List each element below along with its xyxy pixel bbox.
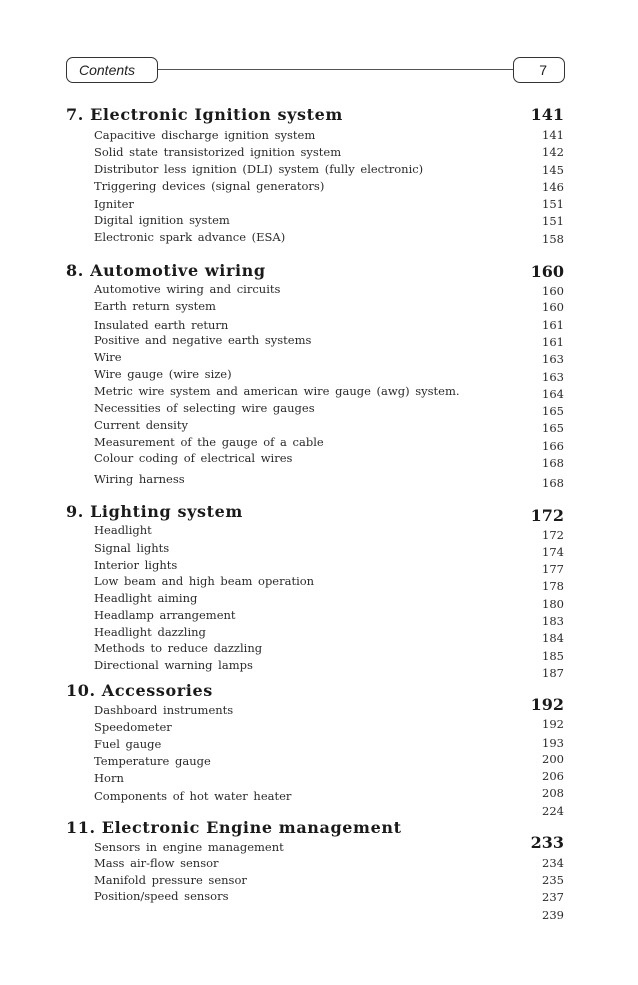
toc-entry-page-number: 234 — [542, 856, 564, 870]
chapter-page-number: 141 — [530, 105, 564, 124]
toc-entry-title: Dashboard instruments — [94, 703, 234, 717]
toc-entry-title: Directional warning lamps — [94, 658, 253, 672]
toc-entry-page-number: 193 — [542, 736, 564, 750]
toc-entry-page-number: 200 — [542, 752, 564, 766]
toc-entry-page-number: 160 — [542, 284, 564, 298]
toc-entry-page-number: 158 — [542, 232, 564, 246]
chapter-title: 11. Electronic Engine management — [66, 818, 402, 837]
toc-entry-title: Colour coding of electrical wires — [94, 451, 293, 465]
chapter-page-number: 233 — [530, 833, 564, 852]
chapter-page-number: 160 — [530, 262, 564, 281]
toc-entry-page-number: 142 — [542, 145, 564, 159]
toc-entry-title: Electronic spark advance (ESA) — [94, 230, 286, 244]
toc-entry-title: Wiring harness — [94, 472, 185, 486]
page-number: 7 — [539, 62, 547, 78]
toc-entry-title: Measurement of the gauge of a cable — [94, 435, 324, 449]
toc-entry-page-number: 192 — [542, 717, 564, 731]
toc-entry-page-number: 168 — [542, 456, 564, 470]
toc-entry-title: Capacitive discharge ignition system — [94, 128, 316, 142]
toc-entry-title: Headlight — [94, 523, 152, 537]
toc-entry-title: Solid state transistorized ignition system — [94, 145, 342, 159]
chapter-page-number: 172 — [530, 506, 564, 525]
toc-entry-page-number: 151 — [542, 214, 564, 228]
toc-entry-page-number: 237 — [542, 890, 564, 904]
chapter-page-number: 192 — [530, 695, 564, 714]
toc-entry-title: Necessities of selecting wire gauges — [94, 401, 315, 415]
toc-entry-title: Horn — [94, 771, 124, 785]
toc-entry-title: Triggering devices (signal generators) — [94, 179, 325, 193]
toc-entry-title: Headlight dazzling — [94, 625, 206, 639]
toc-entry-page-number: 161 — [542, 318, 564, 332]
toc-entry-title: Components of hot water heater — [94, 789, 292, 803]
toc-entry-page-number: 187 — [542, 666, 564, 680]
toc-entry-title: Temperature gauge — [94, 754, 211, 768]
toc-entry-title: Automotive wiring and circuits — [94, 282, 281, 296]
toc-entry-page-number: 206 — [542, 769, 564, 783]
toc-entry-title: Headlight aiming — [94, 591, 198, 605]
toc-entry-page-number: 184 — [542, 631, 564, 645]
toc-entry-title: Metric wire system and american wire gauge (awg) system. — [94, 384, 460, 398]
toc-entry-title: Signal lights — [94, 541, 170, 555]
toc-entry-page-number: 172 — [542, 528, 564, 542]
toc-entry-page-number: 165 — [542, 421, 564, 435]
toc-entry-title: Distributor less ignition (DLI) system (fully electronic) — [94, 162, 424, 176]
running-header-label: Contents — [79, 62, 136, 78]
toc-entry-page-number: 166 — [542, 439, 564, 453]
toc-entry-page-number: 178 — [542, 579, 564, 593]
toc-entry-title: Current density — [94, 418, 188, 432]
toc-entry-page-number: 185 — [542, 649, 564, 663]
toc-entry-title: Insulated earth return — [94, 318, 229, 332]
toc-entry-title: Manifold pressure sensor — [94, 873, 247, 887]
toc-entry-page-number: 141 — [542, 128, 564, 142]
toc-entry-page-number: 163 — [542, 370, 564, 384]
toc-entry-page-number: 168 — [542, 476, 564, 490]
toc-entry-page-number: 180 — [542, 597, 564, 611]
toc-entry-title: Wire — [94, 350, 122, 364]
toc-entry-page-number: 151 — [542, 197, 564, 211]
toc-entry-title: Positive and negative earth systems — [94, 333, 312, 347]
toc-entry-title: Igniter — [94, 197, 134, 211]
toc-entry-page-number: 174 — [542, 545, 564, 559]
toc-entry-page-number: 239 — [542, 908, 564, 922]
toc-entry-page-number: 224 — [542, 804, 564, 818]
toc-entry-title: Wire gauge (wire size) — [94, 367, 232, 381]
toc-entry-title: Interior lights — [94, 558, 178, 572]
toc-entry-page-number: 164 — [542, 387, 564, 401]
toc-entry-page-number: 183 — [542, 614, 564, 628]
chapter-title: 8. Automotive wiring — [66, 261, 266, 280]
toc-entry-title: Earth return system — [94, 299, 216, 313]
toc-entry-page-number: 161 — [542, 335, 564, 349]
toc-entry-page-number: 235 — [542, 873, 564, 887]
toc-entry-title: Speedometer — [94, 720, 172, 734]
toc-entry-page-number: 145 — [542, 163, 564, 177]
toc-entry-title: Headlamp arrangement — [94, 608, 236, 622]
toc-entry-title: Low beam and high beam operation — [94, 574, 315, 588]
toc-entry-title: Digital ignition system — [94, 213, 230, 227]
toc-entry-page-number: 208 — [542, 786, 564, 800]
toc-entry-page-number: 163 — [542, 352, 564, 366]
chapter-title: 10. Accessories — [66, 681, 213, 700]
chapter-title: 7. Electronic Ignition system — [66, 105, 343, 124]
chapter-title: 9. Lighting system — [66, 502, 243, 521]
toc-entry-page-number: 177 — [542, 562, 564, 576]
toc-entry-title: Sensors in engine management — [94, 840, 284, 854]
toc-entry-page-number: 160 — [542, 300, 564, 314]
toc-entry-title: Fuel gauge — [94, 737, 162, 751]
toc-entry-page-number: 165 — [542, 404, 564, 418]
toc-entry-title: Mass air-flow sensor — [94, 856, 219, 870]
toc-entry-title: Position/speed sensors — [94, 889, 229, 903]
toc-entry-page-number: 146 — [542, 180, 564, 194]
toc-entry-title: Methods to reduce dazzling — [94, 641, 263, 655]
